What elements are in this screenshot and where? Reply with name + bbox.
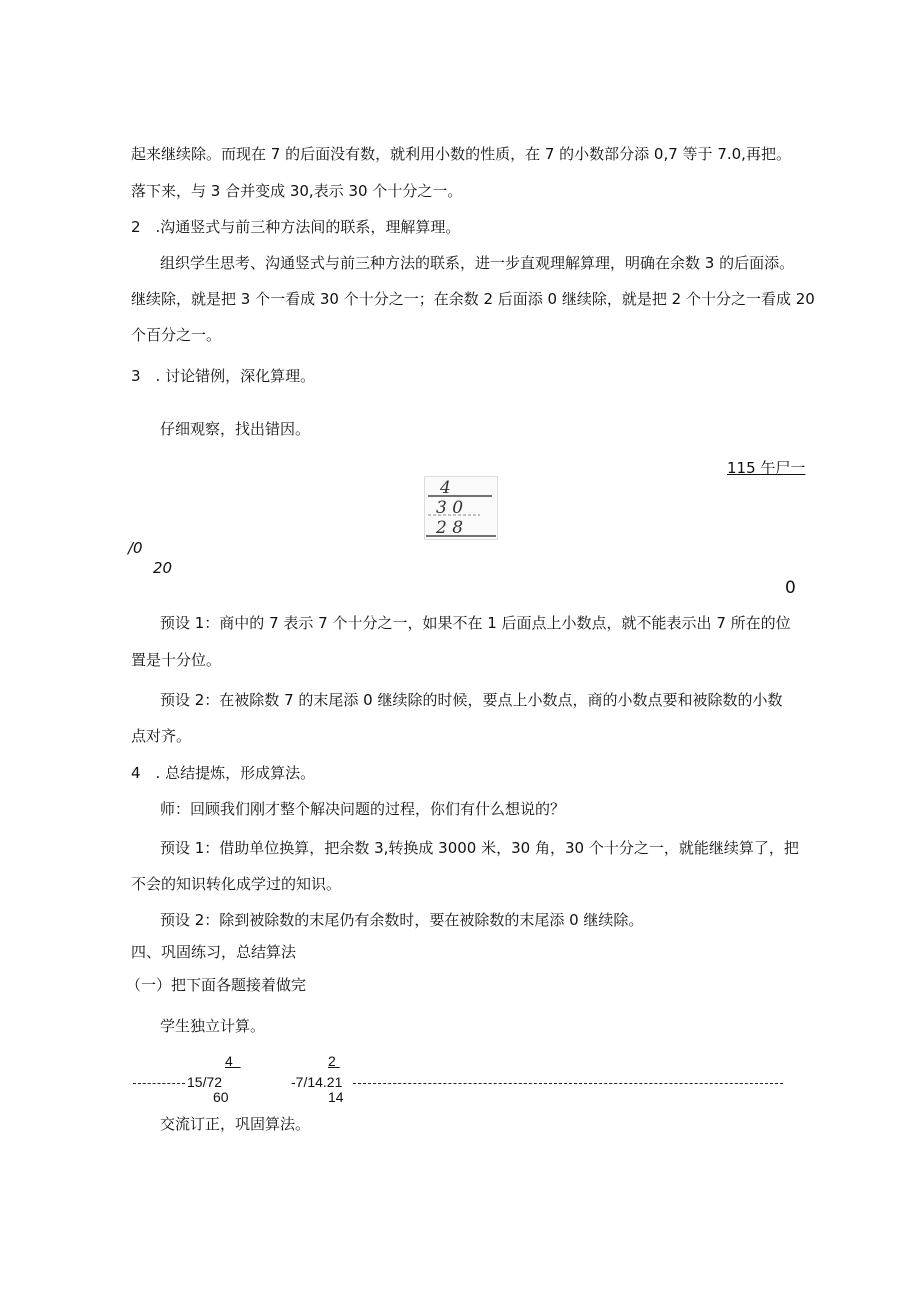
paragraph-line: 落下来，与 3 合并变成 30,表示 30 个十分之一。 (131, 182, 463, 200)
paragraph-line: 点对齐。 (131, 727, 192, 745)
figure-right-label: 115 午尸一 (727, 459, 806, 477)
exercise-1-expression: 15/72 (187, 1074, 223, 1090)
paragraph-line: 预设 1：商中的 7 表示 7 个十分之一，如果不在 1 后面点上小数点，就不能表示出 7 所在的位 (160, 614, 791, 632)
paragraph-line: 个百分之一。 (131, 326, 222, 344)
paragraph-line: 学生独立计算。 (160, 1017, 266, 1035)
paragraph-line: 交流订正，巩固算法。 (160, 1115, 311, 1133)
paragraph-line: 仔细观察，找出错因。 (160, 420, 311, 438)
dashed-rule-right (353, 1083, 783, 1084)
dashed-rule-left (133, 1083, 185, 1084)
paragraph-line: 起来继续除。而现在 7 的后面没有数，就利用小数的性质，在 7 的小数部分添 0,7 等于 7.0,再把。 (131, 145, 791, 163)
figure-left-label-b: 20 (153, 559, 173, 577)
hand-digit-product: 2 8 (436, 518, 464, 538)
handwritten-division-image (424, 476, 498, 540)
section-heading-4: 4 . 总结提炼，形成算法。 (131, 764, 316, 782)
paragraph-line: 组织学生思考、沟通竖式与前三种方法的联系，进一步直观理解算理，明确在余数 3 的后面添。 (160, 254, 795, 272)
section-heading-3: 3 . 讨论错例，深化算理。 (131, 367, 316, 385)
paragraph-line: 师：回顾我们刚才整个解决问题的过程，你们有什么想说的？ (160, 800, 566, 818)
section-title-4: 四、巩固练习，总结算法 (131, 943, 297, 961)
exercise-2-expression: -7/14.21 (291, 1074, 343, 1090)
paragraph-line: 继续除，就是把 3 个一看成 30 个十分之一；在余数 2 后面添 0 继续除，就是把 2 个十分之一看成 20 (131, 290, 815, 308)
exercise-2-top: 2 (328, 1053, 336, 1069)
paragraph-line: 预设 1：借助单位换算，把余数 3,转换成 3000 米，30 角，30 个十分之一，就能继续算了，把 (160, 839, 799, 857)
paragraph-line: 不会的知识转化成学过的知识。 (131, 875, 342, 893)
exercise-1-top: 4 (225, 1053, 233, 1069)
exercise-2-bottom: 14 (328, 1089, 344, 1105)
handwritten-division-svg (424, 476, 498, 540)
exercise-1-bottom: 60 (213, 1089, 229, 1105)
paragraph-line: 预设 2：在被除数 7 的末尾添 0 继续除的时候，要点上小数点，商的小数点要和被除数的小数 (160, 691, 783, 709)
paragraph-line: 置是十分位。 (131, 651, 222, 669)
figure-left-label-a: /0 (128, 539, 143, 557)
subsection-title: （一）把下面各题接着做完 (126, 976, 307, 994)
hand-digit-dividend: 3 0 (436, 498, 464, 518)
paragraph-line: 预设 2：除到被除数的末尾仍有余数时，要在被除数的末尾添 0 继续除。 (160, 911, 644, 929)
section-heading-2: 2 .沟通竖式与前三种方法间的联系，理解算理。 (131, 218, 461, 236)
hand-digit-quotient: 4 (440, 478, 451, 498)
figure-right-zero: 0 (785, 578, 796, 598)
